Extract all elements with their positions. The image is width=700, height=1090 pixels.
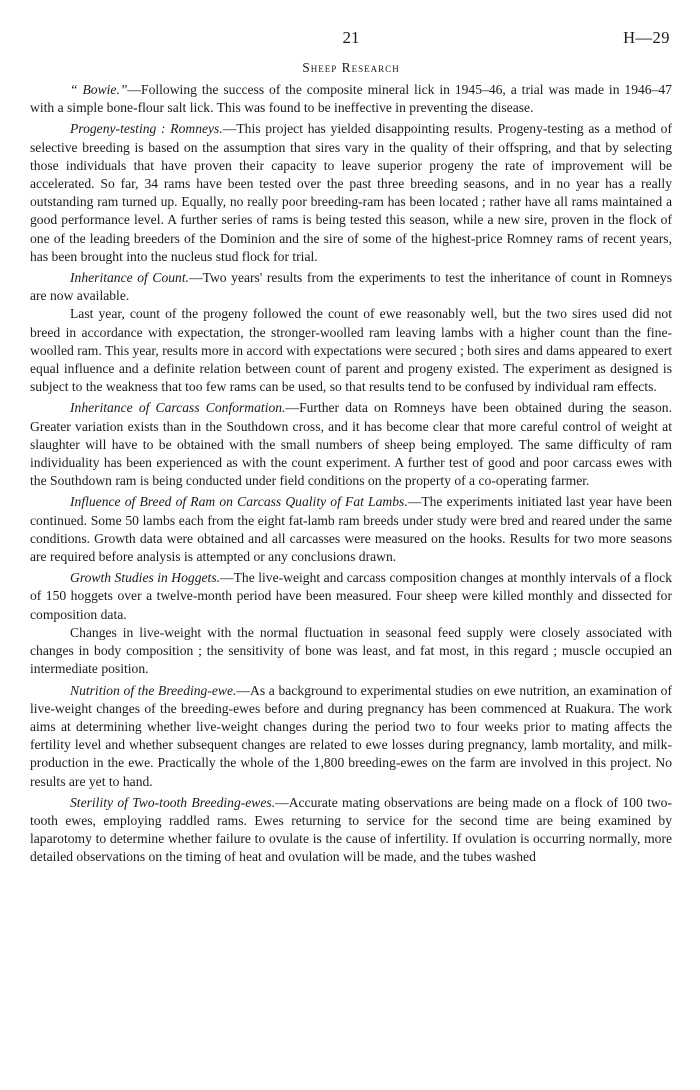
paragraph-title: Influence of Breed of Ram on Carcass Quality of Fat Lambs. <box>70 494 408 510</box>
paragraph-bowie <box>30 81 672 117</box>
paragraph-text: —The live-weight and carcass composition changes at monthly intervals of a flock of 150 hoggets over a twelve-month period have been measured. Four sheep were killed monthly and dissected for composition data. <box>30 570 672 622</box>
paragraph-text: —Two years' results from the experiments to test the inheritance of count in Romneys are now available. <box>30 270 672 304</box>
paragraph-title: Growth Studies in Hoggets. <box>70 570 221 586</box>
paragraph-text: Changes in live-weight with the normal fluctuation in seasonal feed supply were closely associated with changes in body composition ; the sensitivity of bone was least, and fat most, in this regard ; muscle occupied an intermediate position. <box>30 624 672 677</box>
paragraph-title: Sterility of Two-tooth Breeding-ewes. <box>70 794 276 810</box>
paragraph-title: Nutrition of the Breeding-ewe. <box>70 682 237 698</box>
paragraph-breed-of-ram <box>30 493 672 566</box>
paragraph-title: Progeny-testing : Romneys. <box>70 121 223 137</box>
paragraph-progeny-testing <box>30 120 672 266</box>
paragraph-carcass-conformation <box>30 399 672 490</box>
paragraph-text: —As a background to experimental studies on ewe nutrition, an examination of live-weight changes of the breeding-ewes before and during pregnancy has been commenced at Ruakura. The work aims at determining whether live-weight changes during the period two to four weeks prior to mating affects the fertility level and whether subsequent changes are related to ewe losses during pregnancy, lamb mortality, and milk-production in the ewe. Practically the whole of the 1,800 breeding-ewes on the farm are involved in this project. No results are yet to hand. <box>30 682 672 789</box>
paragraph-title: Inheritance of Carcass Conformation. <box>70 400 286 416</box>
paragraph-text: —Following the success of the composite mineral lick in 1945–46, a trial was made in 1946–47 with a simple bone-flour salt lick. This was found to be ineffective in preventing the disease. <box>30 82 672 116</box>
paragraph-text: —This project has yielded disappointing results. Progeny-testing as a method of selective breeding is based on the assumption that sires vary in the quality of their offspring, and that by selecting those individuals that have proven their capacity to leave superior progeny the rate of improvement will be accelerated. So far, 34 rams have been tested over the past three breeding seasons, and in no year has a really outstanding ram turned up. Equally, no really poor breeding-ram has been located ; rather have all rams maintained a good performance level. A further series of rams is being tested this season, while a new sire, proven in the flock of one of the leading breeders of the Dominion and the sire of some of the highest-price Romney rams of recent years, has been brought into the nucleus stud flock for trial. <box>30 121 672 264</box>
paragraph-inheritance-of-count <box>30 269 672 305</box>
paragraph-sterility-two-tooth <box>30 794 672 867</box>
paragraph-growth-studies <box>30 569 672 624</box>
paragraph-text: —Accurate mating observations are being made on a flock of 100 two-tooth ewes, employing raddled rams. Ewes returning to service for the second time are being examined by laparotomy to determine whether failure to ovulate is the cause of infertility. If ovulation is occurring normally, more detailed observations on the timing of heat and ovulation will be made, and the tubes washed <box>30 794 672 865</box>
paragraph-live-weight-changes <box>30 624 672 679</box>
paragraph-title: Inheritance of Count. <box>70 270 190 286</box>
paragraph-text: Last year, count of the progeny followed the count of ewe reasonably well, but the two sires used did not breed in accordance with expectation, the stronger-woolled ram leaving lambs with a higher count than the fine-woolled ram. This year, results more in accord with expectations were secured ; both sires and dams appeared to exert equal influence and a definite relation between count of parent and progeny existed. The experiment as designed is subject to the weakness that too few rams can be used, so that results tend to be confused by individual ram effects. <box>30 306 672 395</box>
paragraph-text: —Further data on Romneys have been obtained during the season. Greater variation exists than in the Southdown cross, and it has become clear that more careful control of weight at slaughter will have to be obtained with the small numbers of sheep being employed. The same difficulty of ram individuality has been experienced as with the count experiment. A further test of good and poor carcass ewes with the Southdown ram is being conducted under field conditions on the property of a co-operating farmer. <box>30 400 673 489</box>
paragraph-title: “ Bowie.” <box>70 82 128 97</box>
document-reference: H—29 <box>623 28 670 47</box>
section-title: Sheep Research <box>302 60 400 75</box>
paragraph-nutrition-breeding-ewe <box>30 682 672 791</box>
page-header <box>30 0 672 56</box>
paragraph-text: —The experiments initiated last year have been continued. Some 50 lambs each from the eight fat-lamb ram breeds under study were bred and reared under the same conditions. Growth data were obtained and all carcasses were measured on the hooks. Results for two more seasons are required before analysis is attempted or any conclusions drawn. <box>30 494 672 565</box>
page-number: 21 <box>342 28 360 47</box>
body-text <box>30 81 672 867</box>
paragraph-count-results <box>30 305 672 396</box>
